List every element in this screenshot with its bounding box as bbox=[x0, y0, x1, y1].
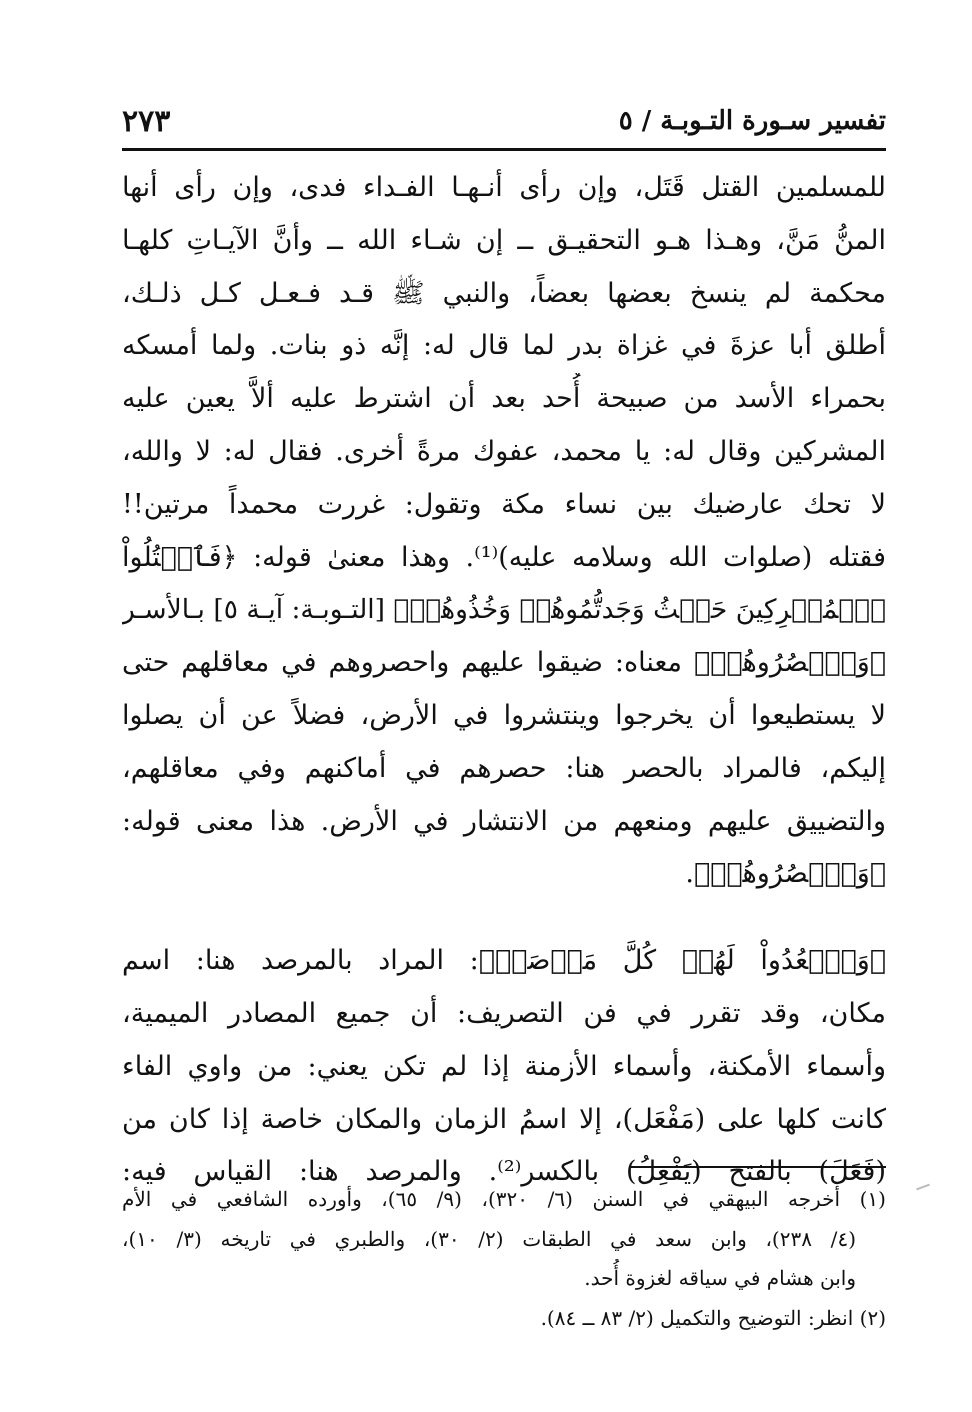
text-line: مكان، وقد تقرر في فن التصريف: أن جميع المصادر الميمية، bbox=[122, 997, 886, 1029]
text-line: محكمة لم ينسخ بعضها بعضاً، والنبي ﷺ قـد فـعـل كـل ذلـك، bbox=[122, 277, 886, 309]
footnote-line: (١) أخرجه البيهقي في السنن (٦/ ٣٢٠)، (٩/ ٦٥)، وأورده الشافعي في الأم bbox=[122, 1187, 886, 1211]
text-line: ﴿وَٱحۡصُرُوهُمۡ﴾ معناه: ضيقوا عليهم واحصروهم في معاقلهم حتى bbox=[122, 647, 886, 679]
page-header bbox=[122, 96, 886, 146]
text-line: أطلق أبا عزةَ في غزاة بدر لما قال له: إنَّه ذو بنات. ولما أمسكه bbox=[122, 330, 886, 362]
paragraph-gap bbox=[122, 901, 886, 935]
text-line: بحمراء الأسد من صبيحة أُحد بعد أن اشترط عليه ألاَّ يعين عليه bbox=[122, 383, 886, 415]
quran-verse-line: ﴿وَٱقۡعُدُواْ لَهُمۡ كُلَّ مَرۡصَدٖ﴾: المراد بالمرصد هنا: اسم bbox=[122, 945, 886, 977]
text-line: المنُّ مَنَّ، وهـذا هـو التحقيـق ــ إن شـاء الله ــ وأنَّ الآيـاتِ كلهـا bbox=[122, 224, 886, 256]
text-line: فقتله (صلوات الله وسلامه عليه)⁽¹⁾. وهذا معنىٰ قوله: ﴿فَٱقۡتُلُواْ bbox=[122, 541, 886, 573]
margin-scan-mark bbox=[916, 1184, 930, 1191]
quran-verse-line: ٱلۡمُشۡرِكِينَ حَيۡثُ وَجَدتُّمُوهُمۡ وَخُذُوهُمۡ﴾ [التـوبـة: آيـة ٥] بـالأسـر bbox=[122, 594, 886, 626]
text-line: كانت كلها على (مَفْعَل)، إلا اسمُ الزمان والمكان خاصة إذا كان من bbox=[122, 1103, 886, 1135]
footnote-line: (٤/ ٢٣٨)، وابن سعد في الطبقات (٢/ ٣٠)، والطبري في تاريخه (٣/ ١٠)، bbox=[122, 1226, 856, 1251]
footnote-separator bbox=[630, 1166, 886, 1168]
header-rule bbox=[122, 148, 886, 151]
text-line: ﴿وَٱحۡصُرُوهُمۡ﴾. bbox=[685, 858, 886, 890]
text-line: للمسلمين القتل قَتَل، وإن رأى أنـهـا الفـداء فدى، وإن رأى أنها bbox=[122, 172, 886, 203]
text-line: لا يستطيعوا أن يخرجوا وينتشروا في الأرض، فضلاً عن أن يصلوا bbox=[122, 699, 886, 731]
page-number: ٢٧٣ bbox=[122, 103, 171, 139]
footnote-line: وابن هشام في سياقه لغزوة أُحد. bbox=[584, 1266, 856, 1290]
text-line: إليكم، فالمراد بالحصر هنا: حصرهم في أماكنهم وفي معاقلهم، bbox=[122, 752, 886, 784]
running-title: تفسير سـورة التـوبـة / ٥ bbox=[618, 106, 886, 136]
footnote-line: (٢) انظر: التوضيح والتكميل (٢/ ٨٣ ــ ٨٤). bbox=[540, 1305, 886, 1330]
footnotes bbox=[122, 1180, 886, 1338]
text-line: وأسماء الأمكنة، وأسماء الأزمنة إذا لم تكن يعني: من واوي الفاء bbox=[122, 1050, 886, 1082]
text-line: (فَعَلَ) بالفتح (يَفْعِلُ) بالكسر⁽²⁾. والمرصد هنا: القياس فيه: bbox=[122, 1156, 886, 1188]
main-text bbox=[122, 162, 886, 1199]
text-line: المشركين وقال له: يا محمد، عفوك مرةً أخرى. فقال له: لا والله، bbox=[122, 435, 886, 467]
text-line: لا تحك عارضيك بين نساء مكة وتقول: غررت محمداً مرتين!! bbox=[122, 488, 886, 520]
text-line: والتضييق عليهم ومنعهم من الانتشار في الأرض. هذا معنى قوله: bbox=[122, 805, 886, 837]
